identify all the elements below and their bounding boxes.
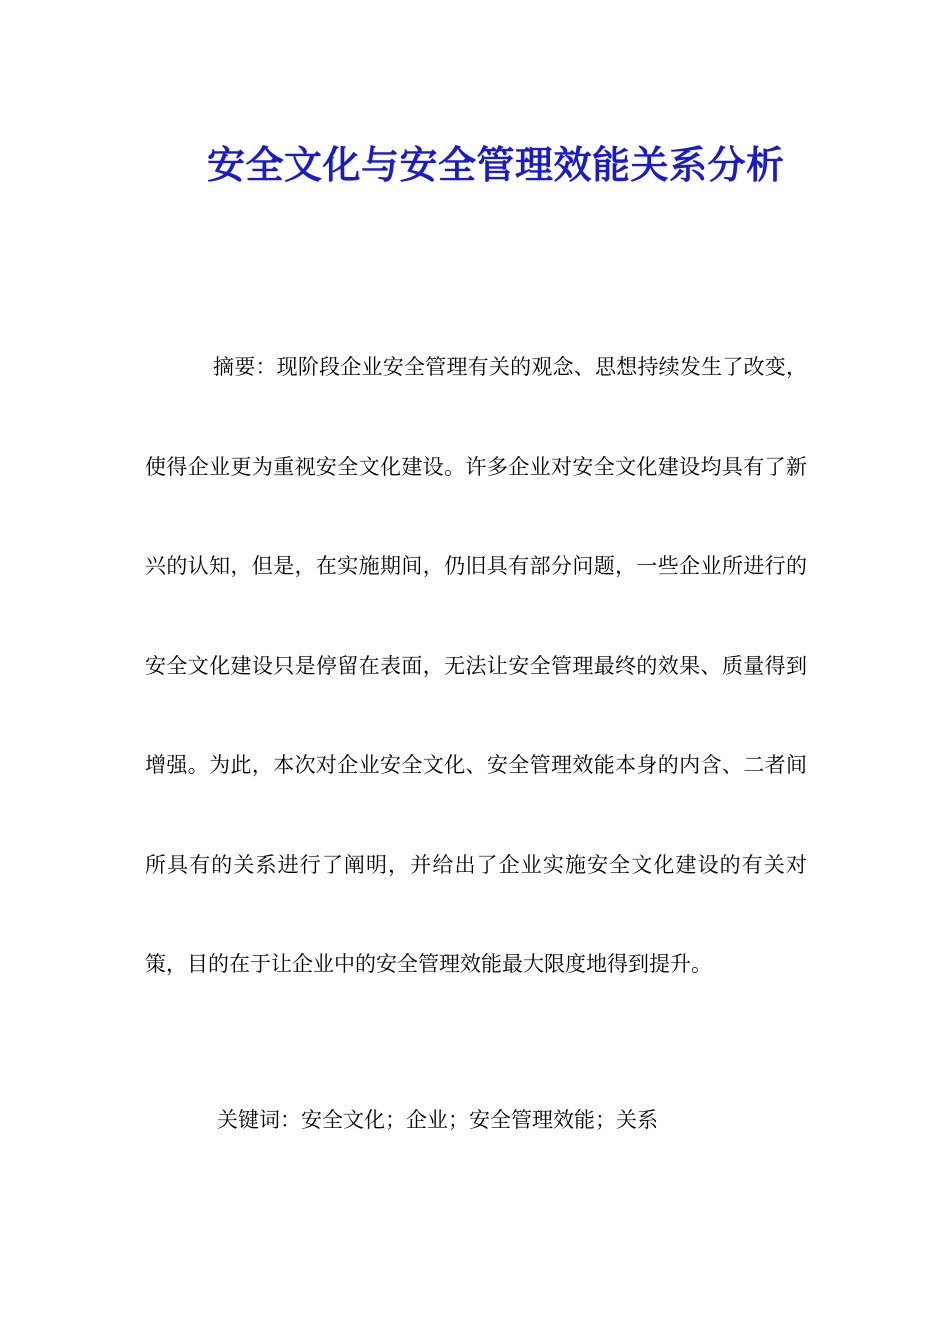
keywords-line: 关键词：安全文化；企业；安全管理效能；关系: [217, 1108, 658, 1132]
document-title: 安全文化与安全管理效能关系分析: [207, 143, 785, 187]
abstract-paragraph: 摘要：现阶段企业安全管理有关的观念、思想持续发生了改变，使得企业更为重视安全文化建设。许多企业对安全文化建设均具有了新兴的认知，但是，在实施期间，仍旧具有部分问题，一些企业所进行的安全文化建设只是停留在表面，无法让安全管理最终的效果、质量得到增强。为此，本次对企业安全文化、安全管理效能本身的内含、二者间所具有的关系进行了阐明，并给出了企业实施安全文化建设的有关对策，目的在于让企业中的安全管理效能最大限度地得到提升。: [145, 355, 807, 976]
